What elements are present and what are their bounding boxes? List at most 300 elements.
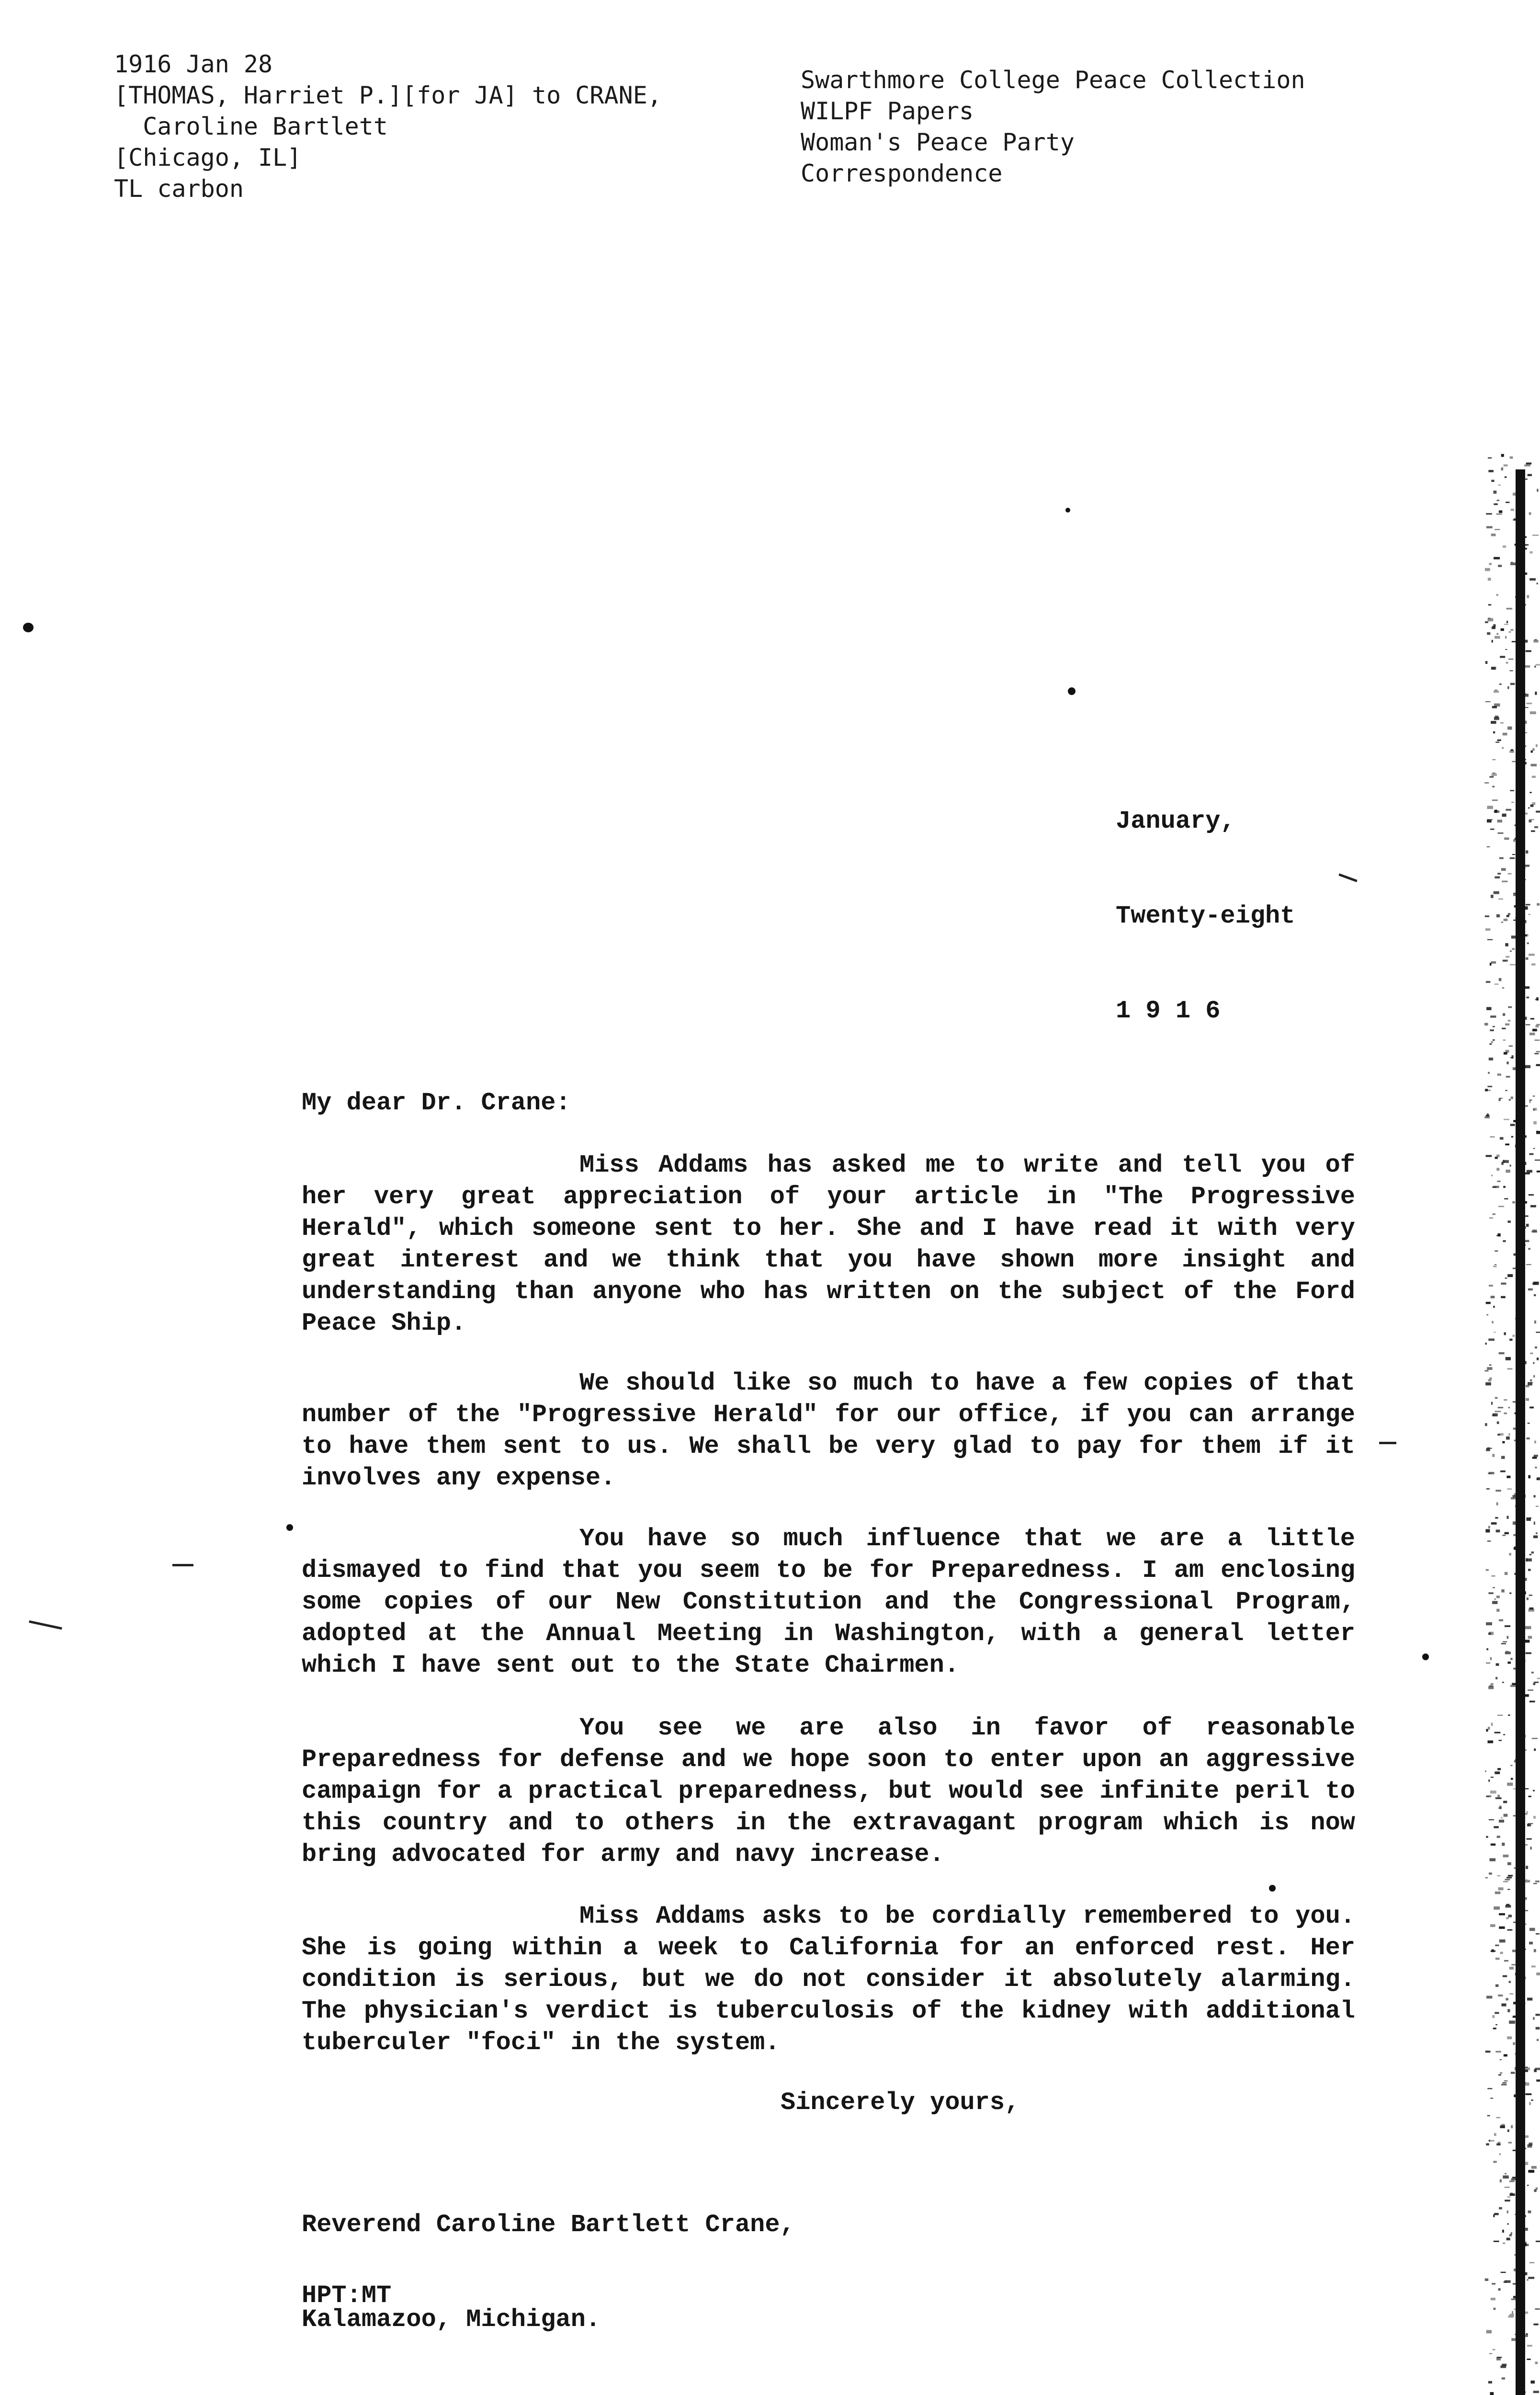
scan-noise [1494, 691, 1499, 693]
scan-noise [1535, 1039, 1540, 1041]
scan-noise [1531, 1966, 1536, 1968]
scan-noise [1529, 792, 1531, 793]
scan-noise [1508, 1407, 1510, 1408]
scan-noise [1494, 2133, 1496, 2136]
scan-noise [1492, 759, 1495, 760]
scan-noise [1536, 811, 1540, 813]
scan-noise [1489, 1043, 1492, 1045]
scan-noise [1536, 2241, 1540, 2242]
scan-noise [1526, 904, 1530, 905]
scan-noise [1527, 2345, 1532, 2347]
scan-noise [1506, 1170, 1510, 1173]
scan-noise [1492, 1414, 1495, 1416]
scan-noise [1485, 621, 1488, 623]
scan-noise [1507, 1783, 1513, 1786]
scan-noise [1494, 2213, 1498, 2215]
scan-noise [1507, 2130, 1509, 2132]
scan-noise [1528, 1248, 1530, 1250]
scan-noise [1507, 1662, 1511, 1664]
scan-noise [1498, 833, 1504, 834]
scan-noise [1529, 1100, 1531, 1103]
scan-noise [1492, 1601, 1497, 1604]
scan-noise [1487, 632, 1490, 635]
scan-noise [1491, 627, 1496, 629]
scan-noise [1513, 2042, 1515, 2045]
scan-noise [1505, 1277, 1507, 1278]
scan-noise [1532, 748, 1534, 751]
scan-noise [1509, 2314, 1514, 2316]
scan-noise [1497, 1421, 1499, 1424]
scan-noise [1488, 1686, 1494, 1689]
scan-noise [1503, 1641, 1507, 1642]
scan-noise [1528, 1289, 1533, 1290]
scan-noise [1489, 1819, 1494, 1820]
scan-noise [1534, 1053, 1539, 1054]
scan-noise [1506, 1998, 1508, 2000]
scan-noise [1506, 915, 1509, 917]
scan-noise [1495, 1958, 1500, 1960]
scan-noise [1533, 1108, 1537, 1111]
scan-noise [1535, 692, 1537, 695]
scan-noise [1511, 1497, 1516, 1500]
scan-noise [1500, 2179, 1502, 2182]
scan-noise [1503, 1160, 1509, 1163]
scan-noise [1535, 2361, 1538, 2364]
scan-noise [1504, 2054, 1507, 2057]
scan-noise [1500, 1137, 1504, 1140]
scan-noise [1505, 1143, 1509, 1145]
scan-noise [1504, 1119, 1509, 1120]
scan-noise [1491, 1041, 1493, 1043]
scan-noise [1506, 1061, 1509, 1064]
scan-noise [1531, 1551, 1534, 1553]
scan-noise [1512, 948, 1515, 950]
scan-noise [1501, 468, 1504, 470]
scan-noise [1506, 1877, 1512, 1879]
letter-paragraph: You see we are also in favor of reasonable Preparedness for defense and we hope soon to enter upon an aggressive campaign for a practical preparedness, but would see infinite peril to this country and to others in the extravagant program which is now bring advocated for army and navy increase. [302, 1714, 1355, 1869]
scan-noise [1503, 1881, 1508, 1882]
scan-noise [1493, 1306, 1495, 1308]
scan-noise [1489, 1364, 1492, 1366]
scan-noise [1495, 1677, 1497, 1679]
scan-noise [1511, 2072, 1515, 2074]
scan-noise [1508, 1020, 1510, 1021]
scan-noise [1537, 1477, 1540, 1480]
scan-noise [1506, 1090, 1507, 1091]
scan-noise [1490, 1657, 1492, 1660]
scan-noise [1529, 512, 1531, 515]
scan-noise [1486, 1796, 1489, 1797]
scan-speck [1068, 687, 1076, 695]
scan-noise [1508, 659, 1514, 660]
scan-noise [1534, 1441, 1536, 1444]
scan-noise [1487, 1540, 1491, 1542]
scan-noise [1490, 2392, 1494, 2395]
scan-noise [1528, 2277, 1534, 2279]
scan-noise [1493, 2028, 1496, 2029]
scan-noise [1536, 664, 1540, 665]
scan-noise [1507, 1274, 1513, 1277]
collection-info [801, 65, 1305, 189]
scan-noise [1502, 2364, 1506, 2366]
scan-noise [1486, 1007, 1491, 1010]
scan-noise [1491, 1296, 1495, 1298]
scan-edge-texture [1456, 450, 1540, 2395]
scan-noise [1491, 2298, 1495, 2300]
scan-noise [1503, 2176, 1509, 2179]
scan-noise [1530, 1205, 1536, 1208]
scan-mark [1379, 1442, 1396, 1444]
scan-noise [1511, 509, 1514, 511]
scan-noise [1495, 1945, 1499, 1946]
scan-noise [1501, 1589, 1505, 1593]
scan-noise [1493, 1587, 1495, 1588]
scan-noise [1495, 1797, 1502, 1799]
scan-noise [1488, 1727, 1490, 1730]
scan-noise [1488, 457, 1492, 458]
scan-noise [1502, 1843, 1505, 1846]
scan-noise [1507, 1636, 1509, 1639]
scan-noise [1508, 1915, 1512, 1917]
scan-noise [1507, 1862, 1511, 1865]
scan-noise [1528, 1636, 1532, 1639]
scan-noise [1526, 1812, 1528, 1813]
scan-noise [1489, 1377, 1492, 1379]
scan-noise [1510, 2193, 1513, 2194]
scan-noise [1486, 1155, 1492, 1157]
scan-noise [1534, 2324, 1539, 2326]
scan-noise [1496, 1663, 1499, 1665]
scan-noise [1511, 562, 1513, 563]
scan-noise [1490, 1924, 1495, 1927]
scan-noise [1533, 1148, 1535, 1149]
scan-noise [1496, 1529, 1500, 1532]
scan-noise [1507, 727, 1512, 730]
scan-noise [1498, 2288, 1501, 2291]
scan-noise [1497, 1795, 1500, 1798]
scan-noise [1525, 2228, 1528, 2231]
scan-noise [1510, 790, 1514, 791]
scan-noise [1492, 1186, 1496, 1187]
scan-noise [1507, 1489, 1512, 1490]
scan-noise [1498, 1206, 1504, 1207]
scan-noise [1492, 1321, 1494, 1323]
scan-noise [1495, 984, 1499, 985]
scan-noise [1488, 1779, 1490, 1782]
scan-noise [1528, 807, 1529, 809]
scan-noise [1531, 963, 1536, 965]
scan-noise [1506, 621, 1508, 623]
scan-speck [286, 1524, 293, 1531]
scan-noise [1496, 2144, 1500, 2146]
scan-noise [1496, 2117, 1500, 2118]
scan-noise [1499, 1619, 1503, 1621]
scan-noise [1486, 1729, 1488, 1732]
scan-noise [1501, 1456, 1505, 1459]
scan-noise [1488, 1473, 1491, 1474]
scan-noise [1489, 2353, 1493, 2354]
scan-noise [1536, 2014, 1540, 2016]
scan-noise [1533, 640, 1538, 642]
scan-noise [1536, 1332, 1540, 1333]
scan-noise [1500, 1952, 1503, 1954]
scan-noise [1503, 1734, 1505, 1735]
scan-noise [1531, 751, 1533, 753]
scan-noise [1526, 650, 1531, 652]
scan-noise [1503, 1039, 1506, 1041]
scan-noise [1511, 749, 1514, 751]
scan-noise [1536, 1532, 1538, 1534]
scan-noise [1502, 814, 1506, 817]
scan-noise [1504, 1960, 1508, 1962]
catalog-info [114, 49, 662, 205]
scan-noise [1537, 583, 1538, 584]
scan-noise [1527, 942, 1529, 944]
scan-noise [1486, 1622, 1492, 1625]
scan-noise [1505, 2187, 1510, 2188]
scan-noise [1487, 939, 1493, 940]
scan-noise [1501, 628, 1504, 631]
scan-noise [1513, 1334, 1515, 1337]
scan-noise [1485, 1423, 1487, 1426]
scan-noise [1501, 1643, 1506, 1644]
scan-noise [1486, 513, 1492, 514]
scan-noise [1507, 2197, 1511, 2198]
scan-noise [1508, 1006, 1512, 1008]
scan-noise [1497, 1181, 1500, 1182]
address-city: Kalamazoo, Michigan. [302, 2305, 601, 2334]
scan-noise [1486, 1115, 1490, 1116]
scan-noise [1484, 1116, 1489, 1118]
scan-noise [1501, 1296, 1506, 1299]
scan-noise [1498, 1887, 1504, 1890]
scan-noise [1524, 465, 1530, 467]
scan-noise [1536, 1973, 1540, 1975]
scan-noise [1509, 1592, 1511, 1594]
scan-noise [1530, 711, 1536, 714]
scan-noise [1534, 1455, 1538, 1457]
date-year: 1 9 1 6 [1116, 997, 1221, 1025]
scan-noise [1510, 1685, 1516, 1687]
scan-noise [1534, 666, 1536, 668]
scan-noise [1528, 1382, 1532, 1386]
scan-noise [1531, 1672, 1534, 1674]
scan-noise [1530, 1353, 1533, 1354]
scan-noise [1495, 1984, 1499, 1987]
scan-noise [1527, 2359, 1531, 2360]
date-day: Twenty-eight [1116, 902, 1295, 930]
scan-noise [1490, 1029, 1494, 1031]
scan-noise [1494, 557, 1500, 559]
scan-noise [1531, 764, 1537, 766]
scan-noise [1529, 1194, 1534, 1196]
scan-noise [1496, 513, 1502, 514]
scan-speck [1269, 1885, 1276, 1892]
scan-noise [1488, 578, 1491, 581]
scan-noise [1525, 2067, 1528, 2068]
scan-noise [1536, 744, 1538, 747]
scan-noise [1504, 1052, 1507, 1054]
scan-noise [1508, 873, 1512, 875]
scan-noise [1496, 500, 1499, 501]
scan-noise [1484, 782, 1489, 783]
scan-noise [1504, 919, 1508, 921]
scan-noise [1491, 1777, 1494, 1778]
scan-noise [1486, 526, 1493, 528]
scan-noise [1536, 1933, 1540, 1934]
scan-noise [1535, 1346, 1537, 1348]
scan-noise [1533, 1536, 1538, 1539]
scan-noise [1486, 981, 1491, 983]
scan-noise [1502, 1535, 1506, 1536]
scan-noise [1502, 2004, 1506, 2007]
scan-noise [1489, 2140, 1495, 2142]
scan-noise [1503, 1975, 1507, 1977]
scan-noise [1486, 1663, 1490, 1664]
scan-noise [1487, 1367, 1492, 1370]
scan-noise [1493, 1039, 1495, 1041]
scan-noise [1500, 722, 1504, 724]
scan-noise [1490, 1791, 1496, 1793]
scan-noise [1505, 2200, 1510, 2201]
scan-noise [1486, 1448, 1492, 1449]
scan-noise [1537, 1171, 1540, 1173]
scan-noise [1498, 565, 1502, 567]
scan-noise [1527, 1998, 1532, 2001]
scan-noise [1487, 2115, 1490, 2117]
scan-noise [1529, 2102, 1531, 2105]
scan-noise [1526, 958, 1529, 960]
scan-noise [1490, 1136, 1495, 1138]
scan-noise [1506, 502, 1509, 503]
scan-noise [1528, 1689, 1533, 1690]
scan-speck [23, 623, 34, 632]
scan-noise [1534, 1748, 1536, 1751]
scan-noise [1495, 2051, 1501, 2053]
scan-noise [1503, 1013, 1505, 1016]
scan-noise [1491, 961, 1496, 964]
scan-noise [1495, 2024, 1497, 2025]
scan-noise [1499, 1927, 1505, 1929]
scan-noise [1494, 891, 1499, 894]
scan-noise [1531, 2166, 1537, 2169]
scan-noise [1486, 2143, 1489, 2145]
scan-noise [1530, 1379, 1532, 1381]
scan-noise [1485, 915, 1489, 917]
scan-noise [1490, 1015, 1496, 1018]
scan-noise [1502, 1441, 1505, 1443]
scan-noise [1495, 1397, 1498, 1399]
scan-noise [1491, 1402, 1493, 1405]
scan-noise [1536, 1506, 1539, 1507]
scan-noise [1489, 563, 1492, 565]
scan-noise [1506, 1917, 1508, 1919]
scan-noise [1485, 1382, 1491, 1386]
scan-noise [1498, 2142, 1501, 2143]
catalog-format: TL carbon [114, 175, 244, 203]
scan-noise [1508, 1875, 1512, 1877]
scan-noise [1533, 1362, 1534, 1364]
scan-noise [1498, 899, 1503, 900]
scan-noise [1534, 1522, 1535, 1525]
scan-noise [1533, 1683, 1536, 1685]
scan-noise [1503, 1186, 1505, 1188]
scan-noise [1525, 1626, 1531, 1630]
scan-noise [1489, 1285, 1493, 1287]
scan-noise [1487, 806, 1493, 809]
scan-noise [1525, 1640, 1529, 1642]
scan-noise [1491, 1522, 1497, 1525]
scan-noise [1486, 1488, 1490, 1490]
scan-noise [1498, 2074, 1501, 2076]
scan-edge-bar [1516, 469, 1525, 2395]
scan-noise [1491, 480, 1494, 482]
scan-noise [1499, 2207, 1502, 2210]
scan-noise [1526, 997, 1529, 999]
scan-noise [1499, 1098, 1501, 1101]
scan-noise [1512, 1055, 1514, 1059]
scan-noise [1503, 1240, 1506, 1242]
scan-noise [1510, 2193, 1515, 2196]
scan-noise [1511, 2232, 1513, 2235]
scan-noise [1506, 1357, 1511, 1360]
scan-noise [1495, 690, 1497, 691]
collection-series: Woman's Peace Party [801, 128, 1075, 156]
scan-noise [1508, 913, 1510, 915]
scan-noise [1497, 1836, 1500, 1838]
scan-noise [1497, 820, 1503, 822]
scan-noise [1536, 997, 1539, 1001]
scan-noise [1491, 1950, 1496, 1952]
scan-noise [1506, 2238, 1510, 2241]
scan-noise [1506, 1437, 1510, 1440]
scan-noise [1491, 1722, 1493, 1726]
scan-noise [1534, 2189, 1537, 2192]
scan-noise [1505, 1625, 1510, 1627]
scan-noise [1502, 2377, 1505, 2380]
scan-noise [1507, 2009, 1510, 2012]
scan-noise [1510, 950, 1512, 952]
scan-noise [1486, 1569, 1489, 1571]
scan-noise [1503, 546, 1506, 548]
scan-noise [1511, 2338, 1516, 2341]
scan-noise [1503, 733, 1507, 736]
scan-noise [1488, 2381, 1492, 2384]
scan-noise [1496, 1596, 1500, 1598]
scan-noise [1506, 956, 1509, 958]
scan-noise [1501, 2124, 1505, 2126]
scan-noise [1511, 802, 1514, 803]
catalog-place: [Chicago, IL] [114, 144, 302, 171]
scan-noise [1510, 857, 1515, 859]
scan-noise [1536, 1051, 1540, 1052]
scan-noise [1484, 1090, 1491, 1092]
scan-noise [1507, 1368, 1513, 1369]
scan-noise [1506, 1076, 1510, 1078]
scan-noise [1526, 463, 1532, 465]
date-month: January, [1116, 807, 1235, 835]
scan-noise [1506, 608, 1513, 610]
scan-noise [1537, 1357, 1539, 1360]
scan-noise [1488, 470, 1494, 472]
scan-noise [1529, 954, 1535, 956]
scan-speck [1065, 508, 1070, 513]
scan-noise [1485, 1770, 1486, 1772]
scan-noise [1509, 1553, 1511, 1556]
scan-noise [1508, 2142, 1512, 2144]
scan-noise [1491, 1575, 1495, 1577]
scan-noise [1529, 578, 1536, 581]
